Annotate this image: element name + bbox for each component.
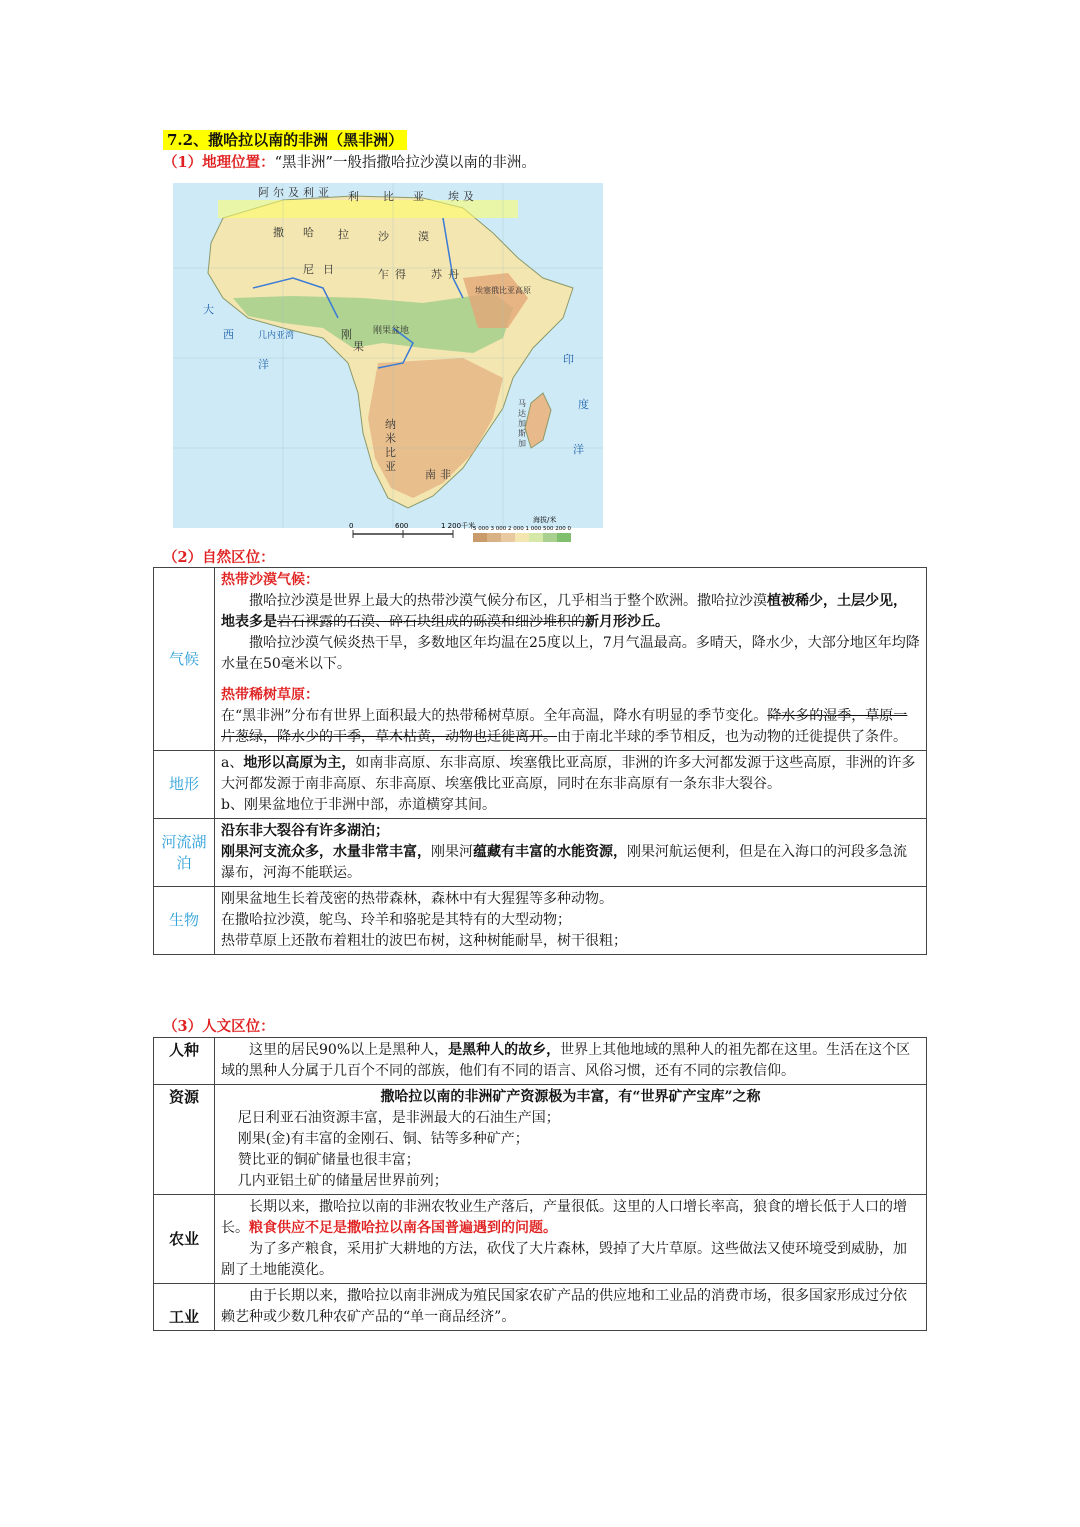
terrain-content: [215, 751, 927, 819]
map-label: 几内亚湾: [258, 331, 295, 341]
map-label: 利: [348, 190, 359, 203]
map-label: 日: [323, 263, 334, 276]
row-rivers: [154, 819, 927, 887]
resource-content: [215, 1085, 927, 1195]
geo-label: 地理位置：: [202, 154, 275, 171]
natural-num: （2）: [163, 549, 203, 566]
map-label: 及: [463, 190, 474, 203]
map-label: 尔: [273, 186, 284, 199]
terrain-a: [221, 753, 920, 795]
natural-heading: [163, 549, 275, 567]
text-span: 刚果河支流众多，水量非常丰富，: [221, 844, 431, 860]
text-span: 由于南北半球的季节相反，也为动物的迁徙提供了条件。: [557, 729, 907, 745]
map-label: 得: [395, 268, 406, 281]
human-table: [153, 1037, 927, 1331]
map-label: 洋: [573, 443, 584, 456]
natural-table: [153, 567, 927, 955]
map-label: 洋: [258, 358, 269, 371]
text-span: a、: [221, 755, 244, 771]
text-span: 是黑种人的故乡，: [448, 1042, 561, 1058]
map-label: 哈: [303, 226, 314, 239]
map-label: 苏: [431, 268, 442, 281]
map-label: 埃塞俄比亚高原: [475, 286, 531, 295]
map-label: 非: [440, 468, 451, 481]
bio-line-3: 热带草原上还散布着粗壮的波巴布树，这种树能耐旱，树干很粗；: [221, 933, 627, 949]
geo-text: “黑非洲”一般指撒哈拉沙漠以南的非洲。: [274, 155, 536, 171]
agri-content: [215, 1195, 927, 1284]
resource-label: 资源: [154, 1085, 215, 1195]
climate-content: [215, 568, 927, 751]
terrain-label: 地形: [154, 751, 215, 819]
map-label: 加: [518, 419, 526, 428]
text-span: 长期以来，撒哈拉以南的非洲农牧业生产落后，产量很低。这里的人口增长率高，狼食的增长低于人口的增长。: [221, 1199, 907, 1236]
resource-line-3: 赞比亚的铜矿储量也很丰富；: [237, 1152, 420, 1168]
map-label: 漠: [418, 230, 429, 243]
row-industry: [154, 1284, 927, 1331]
bio-content: [215, 887, 927, 955]
map-label: 比: [383, 190, 394, 203]
industry-para: 由于长期以来，撒哈拉以南非洲成为殖民国家农矿产品的供应地和工业品的消费市场，很多国家形成过分依赖艺种或少数几种农矿产品的“单一商品经济”。: [221, 1288, 907, 1325]
geo-position-line: [163, 154, 536, 172]
map-label: 大: [203, 303, 214, 316]
map-label: 亚: [413, 190, 424, 203]
rivers-line-1: 沿东非大裂谷有许多湖泊；: [221, 823, 389, 839]
resource-line-1: 尼日利亚石油资源丰富，是非洲最大的石油生产国；: [237, 1110, 560, 1126]
text-span: 粮食供应不足是撒哈拉以南各国普遍遇到的问题。: [249, 1220, 557, 1236]
resource-line-4: 几内亚铝土矿的储量居世界前列；: [237, 1173, 448, 1189]
climate-para-2: 撒哈拉沙漠气候炎热干旱，多数地区年均温在25度以上，7月气温最高。多晴天，降水少，大部分地区年均降水量在50毫米以下。: [221, 635, 920, 672]
human-heading: [163, 1018, 275, 1036]
map-label: 丹: [448, 268, 459, 281]
spacer: [221, 675, 920, 685]
climate-para-1: [221, 591, 920, 633]
climate-heading-2: 热带稀树草原：: [221, 687, 319, 703]
text-span: 刚果河航运便利，但是在入海口的河段多急流瀑布，河海不能联运。: [221, 844, 907, 881]
climate-heading-1: 热带沙漠气候：: [221, 572, 319, 588]
bio-line-2: 在撒哈拉沙漠，鸵鸟、玲羊和骆驼是其特有的大型动物；: [221, 912, 571, 928]
map-label: 拉: [338, 228, 349, 241]
industry-content: [215, 1284, 927, 1331]
text-span: 撒哈拉沙漠是世界上最大的热带沙漠气候分布区，几乎相当于整个欧洲。撒哈拉沙漠: [249, 593, 767, 609]
map-label: 纳: [385, 418, 396, 431]
map-label: 利: [303, 186, 314, 199]
map-label: 南: [425, 468, 436, 481]
row-bio: [154, 887, 927, 955]
map-label: 斯: [518, 429, 526, 438]
text-span: 这里的居民90%以上是黑种人，: [249, 1042, 449, 1058]
text-span: 新月形沙丘。: [585, 614, 669, 630]
row-climate: [154, 568, 927, 751]
race-label: 人种: [154, 1038, 215, 1085]
race-content: [215, 1038, 927, 1085]
rivers-label: 河流湖泊: [154, 819, 215, 887]
map-label: 埃: [448, 190, 459, 203]
text-span: 在“黑非洲”分布有世界上面积最大的热带稀树草原。全年高温，降水有明显的季节变化。: [221, 708, 768, 724]
map-label: 马: [518, 399, 526, 408]
terrain-b: b、刚果盆地位于非洲中部，赤道横穿其间。: [221, 797, 496, 813]
legend-title: 海拔/米: [533, 516, 557, 524]
map-label: 撒: [273, 226, 284, 239]
map-label: 亚: [385, 460, 396, 473]
map-label: 乍: [378, 268, 389, 281]
industry-label: 工业: [154, 1284, 215, 1331]
human-num: （3）: [163, 1018, 203, 1035]
map-label: 尼: [303, 263, 314, 276]
bio-line-1: 刚果盆地生长着茂密的热带森林，森林中有大猩猩等多种动物。: [221, 891, 613, 907]
agri-para-2: 为了多产粮食，采用扩大耕地的方法，砍伐了大片森林，毁掉了大片草原。这些做法又使环境受到威胁，加剧了土地能漠化。: [221, 1241, 907, 1278]
map-label: 比: [385, 446, 396, 459]
race-para: [221, 1040, 920, 1082]
map-label: 阿: [258, 186, 269, 199]
map-label: 西: [223, 328, 234, 341]
climate-label: 气候: [154, 568, 215, 751]
scale-label: 600: [395, 522, 409, 530]
scale-label: 0: [349, 522, 354, 530]
map-label: 米: [385, 432, 396, 445]
text-span: 降水多的湿季，草原一片葱绿，降水少的干季，草木枯黄，动物也迁徙离开。: [221, 708, 908, 745]
map-label: 印: [563, 353, 574, 366]
map-label: 沙: [378, 230, 389, 243]
resource-line-2: 刚果(金)有丰富的金刚石、铜、钴等多种矿产；: [237, 1131, 529, 1147]
row-terrain: [154, 751, 927, 819]
geo-num: （1）: [163, 154, 203, 171]
text-span: 地形以高原为主，: [243, 755, 356, 771]
legend-labels: 5 000 3 000 2 000 1 000 500 200 0: [473, 526, 571, 532]
text-span: 植被稀少，土层少见，地表多是: [221, 593, 907, 630]
text-span: 蕴藏有丰富的水能资源，: [473, 844, 627, 860]
map-label: 及: [288, 186, 299, 199]
map-label: 果: [353, 340, 364, 353]
map-label: 刚果盆地: [373, 326, 410, 336]
text-span: 刚果河: [431, 844, 473, 860]
row-agri: [154, 1195, 927, 1284]
row-resource: [154, 1085, 927, 1195]
natural-label: 自然区位：: [202, 549, 275, 566]
climate-para-3: [221, 706, 920, 748]
agri-para-1: [221, 1197, 920, 1239]
text-span: 世界上其他地域的黑种人的祖先都在这里。生活在这个区域的黑种人分属于几百个不同的部族，他们有不同的语言、风俗习惯，还有不同的宗教信仰。: [221, 1042, 911, 1079]
rivers-content: [215, 819, 927, 887]
resource-head: 撒哈拉以南的非洲矿产资源极为丰富，有“世界矿产宝库”之称: [380, 1089, 761, 1105]
row-race: [154, 1038, 927, 1085]
text-span: 如南非高原、东非高原、埃塞俄比亚高原，非洲的许多大河都发源于这些高原，非洲的许多大河都发源于南非高原、东非高原、埃塞俄比亚高原，同时在东非高原有一条东非大裂谷。: [221, 755, 916, 792]
agri-label: 农业: [154, 1195, 215, 1284]
human-label: 人文区位：: [202, 1018, 275, 1035]
map-label: 达: [518, 409, 526, 418]
map-label: 度: [578, 398, 589, 411]
text-span: 岩石裸露的石漠、碎石块组成的砾漠和细沙堆积的: [277, 614, 585, 630]
bio-label: 生物: [154, 887, 215, 955]
map-label: 加: [518, 439, 526, 448]
map-label: 刚: [341, 328, 352, 341]
section-title: 7.2、撒哈拉以南的非洲（黑非洲）: [163, 130, 407, 150]
rivers-line-2: [221, 842, 920, 884]
africa-map: [163, 178, 613, 546]
scale-label: 1 200千米: [441, 522, 476, 530]
map-label: 亚: [318, 186, 329, 199]
